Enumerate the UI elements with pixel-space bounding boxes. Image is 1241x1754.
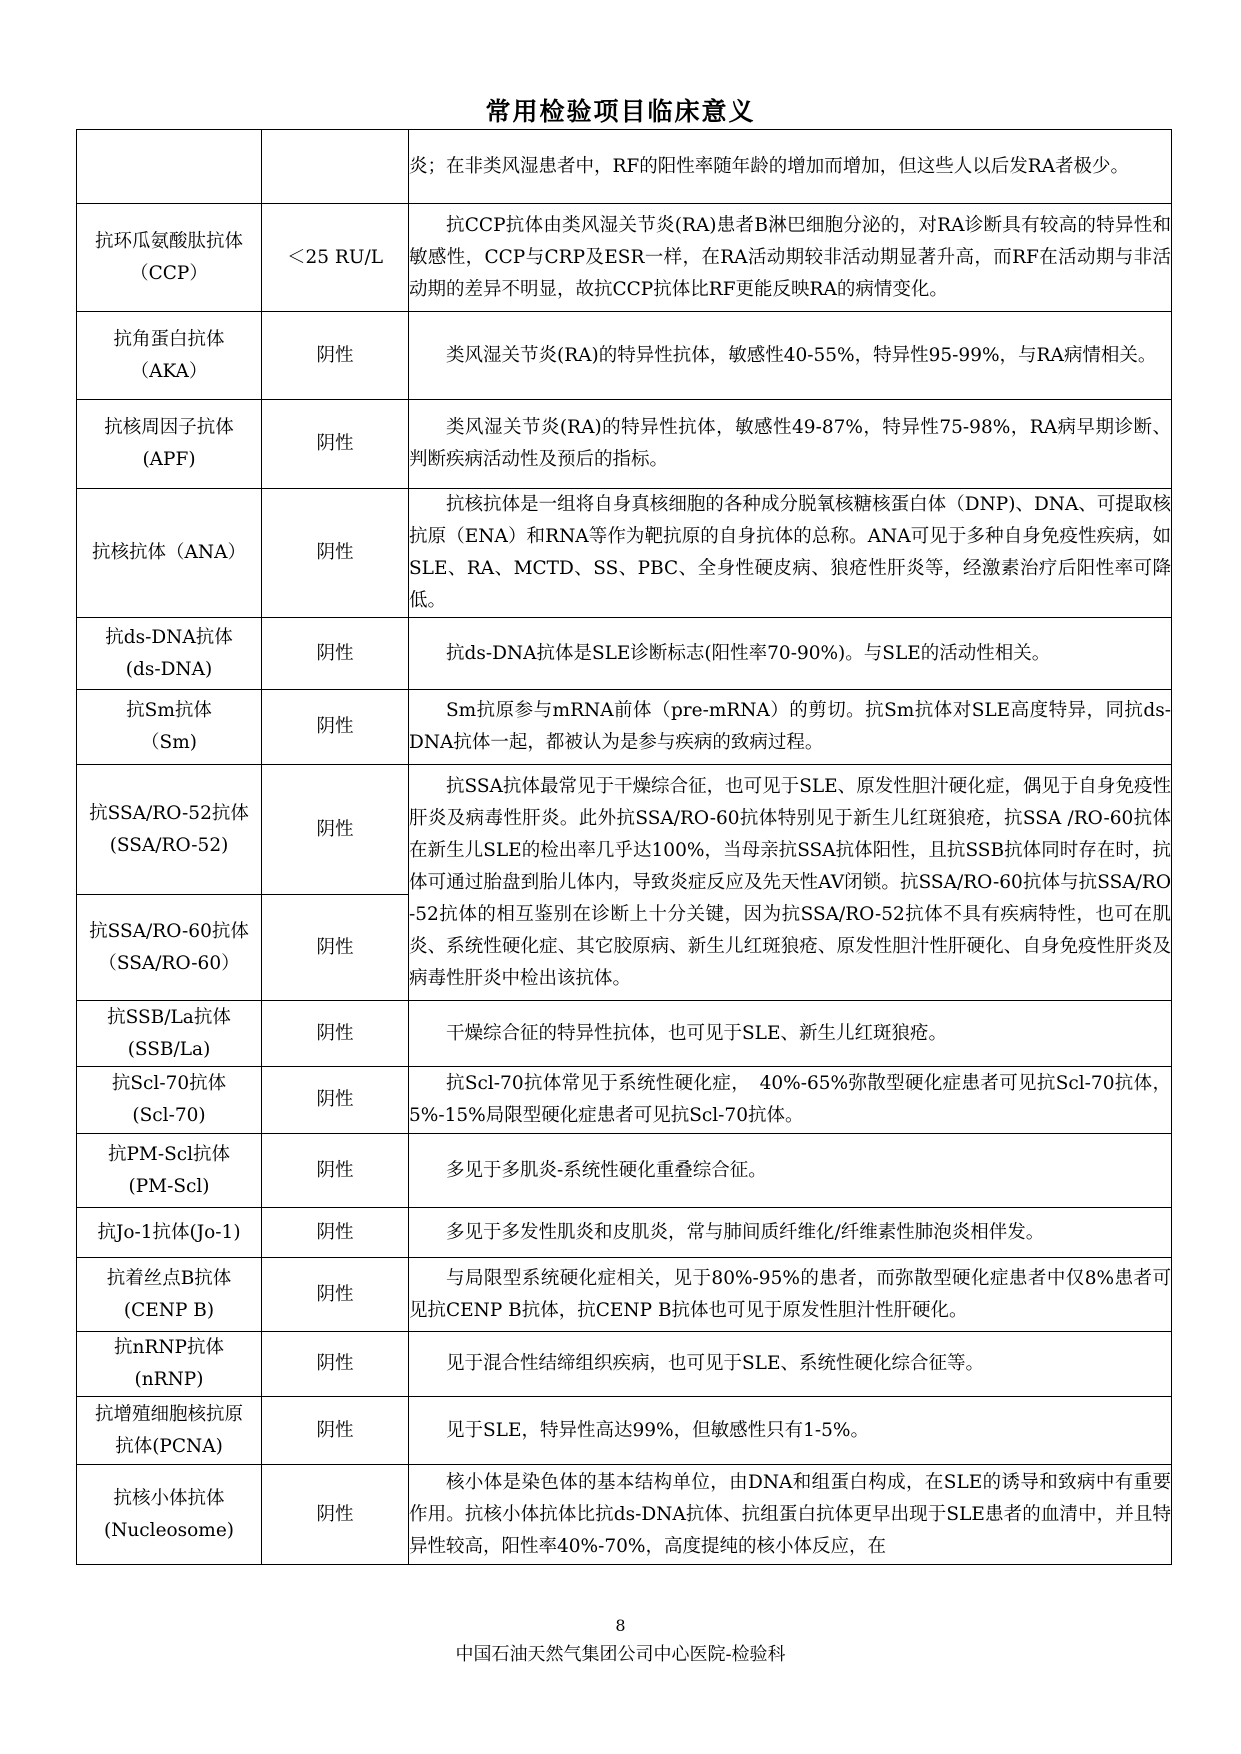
table-row <box>77 1397 1172 1465</box>
test-name-cell <box>77 1067 262 1134</box>
clinical-significance-cell: 多见于多肌炎-系统性硬化重叠综合征。 <box>409 1134 1172 1208</box>
clinical-significance-cell: 抗ds-DNA抗体是SLE诊断标志(阳性率70-90%)。与SLE的活动性相关。 <box>409 618 1172 690</box>
reference-value-cell: 阴性 <box>262 1397 409 1465</box>
test-name-cell <box>77 1258 262 1332</box>
table-row <box>77 1465 1172 1565</box>
test-name-cell <box>77 618 262 690</box>
test-name-cell <box>77 765 262 895</box>
test-name-line: 抗ds-DNA抗体 <box>105 626 233 648</box>
reference-value-cell: 阴性 <box>262 1465 409 1565</box>
reference-value-cell: 阴性 <box>262 400 409 489</box>
reference-value-cell: 阴性 <box>262 1134 409 1208</box>
test-name-line: 抗核小体抗体 <box>113 1487 225 1509</box>
test-name-line: 抗体(PCNA) <box>115 1435 223 1457</box>
reference-value-cell <box>262 130 409 204</box>
test-name-cell <box>77 489 262 618</box>
table-row <box>77 400 1172 489</box>
test-name-cell <box>77 204 262 312</box>
test-name-line: 抗Sm抗体 <box>126 700 212 721</box>
clinical-significance-table <box>76 129 1172 1565</box>
test-name-cell <box>77 130 262 204</box>
test-name-cell <box>77 1397 262 1465</box>
page-title: 常用检验项目临床意义 <box>485 97 756 126</box>
table-row <box>77 1332 1172 1397</box>
reference-value-cell: 阴性 <box>262 1001 409 1067</box>
test-name-line: (SSA/RO-52) <box>109 834 229 856</box>
clinical-significance-cell: 抗SSA抗体最常见于干燥综合征，也可见于SLE、原发性胆汁硬化症，偶见于自身免疫性肝炎及病毒性肝炎。此外抗SSA/RO-60抗体特别见于新生儿红斑狼疮，抗SSA /RO-60抗体在新生儿SLE的检出率几乎达100%，当母亲抗SSA抗体阳性，且抗SSB抗体同时存在时，抗体可通过胎盘到胎儿体内，导致炎症反应及先天性AV闭锁。抗SSA/RO-60抗体与抗SSA/RO-52抗体的相互鉴别在诊断上十分关键，因为抗SSA/RO-52抗体不具有疾病特性，也可在肌炎、系统性硬化症、其它胶原病、新生儿红斑狼疮、原发性胆汁性肝硬化、自身免疫性肝炎及病毒性肝炎中检出该抗体。 <box>409 765 1172 1001</box>
clinical-significance-cell: 抗CCP抗体由类风湿关节炎(RA)患者B淋巴细胞分泌的，对RA诊断具有较高的特异性和敏感性，CCP与CRP及ESR一样，在RA活动期较非活动期显著升高，而RF在活动期与非活动期的差异不明显，故抗CCP抗体比RF更能反映RA的病情变化。 <box>409 204 1172 312</box>
clinical-significance-cell: 见于混合性结缔组织疾病，也可见于SLE、系统性硬化综合征等。 <box>409 1332 1172 1397</box>
test-name-line: (nRNP) <box>134 1369 204 1390</box>
test-name-line: 抗核周因子抗体 <box>104 417 234 438</box>
test-name-line: （AKA） <box>130 360 208 382</box>
test-name-cell <box>77 1208 262 1258</box>
table-row <box>77 1134 1172 1208</box>
test-name-cell <box>77 1134 262 1208</box>
test-name-line: （SSA/RO-60） <box>98 952 240 974</box>
test-name-cell <box>77 1465 262 1565</box>
test-name-cell <box>77 895 262 1001</box>
test-name-line: 抗SSB/La抗体 <box>107 1006 231 1028</box>
test-name-line: 抗角蛋白抗体 <box>113 328 225 350</box>
table-row <box>77 130 1172 204</box>
test-name-line: 抗SSA/RO-52抗体 <box>89 802 249 824</box>
reference-value-cell: ＜25 RU/L <box>262 204 409 312</box>
clinical-significance-cell: 抗Scl-70抗体常见于系统性硬化症， 40%-65%弥散型硬化症患者可见抗Scl-70抗体，5%-15%局限型硬化症患者可见抗Scl-70抗体。 <box>409 1067 1172 1134</box>
table-row <box>77 204 1172 312</box>
reference-value-cell: 阴性 <box>262 1332 409 1397</box>
reference-value-cell: 阴性 <box>262 489 409 618</box>
test-name-cell <box>77 1001 262 1067</box>
test-name-cell <box>77 690 262 765</box>
clinical-significance-cell: Sm抗原参与mRNA前体（pre-mRNA）的剪切。抗Sm抗体对SLE高度特异，同抗ds-DNA抗体一起，都被认为是参与疾病的致病过程。 <box>409 690 1172 765</box>
table-row <box>77 1208 1172 1258</box>
clinical-significance-cell: 炎；在非类风湿患者中，RF的阳性率随年龄的增加而增加，但这些人以后发RA者极少。 <box>409 130 1172 204</box>
test-name-line: 抗SSA/RO-60抗体 <box>89 920 249 942</box>
reference-value-cell: 阴性 <box>262 1258 409 1332</box>
table-row <box>77 1258 1172 1332</box>
table-row <box>77 765 1172 895</box>
reference-value-cell: 阴性 <box>262 618 409 690</box>
test-name-line: 抗PM-Scl抗体 <box>107 1143 231 1165</box>
test-name-line: （CCP） <box>130 262 208 284</box>
test-name-line: (SSB/La) <box>127 1038 211 1060</box>
test-name-line: (Scl-70) <box>132 1105 206 1126</box>
test-name-line: 抗核抗体（ANA） <box>92 542 246 563</box>
test-name-line: (PM-Scl) <box>128 1175 210 1197</box>
test-name-line: (APF) <box>142 449 196 470</box>
footer-organization: 中国石油天然气集团公司中心医院-检验科 <box>455 1644 786 1665</box>
clinical-significance-cell: 类风湿关节炎(RA)的特异性抗体，敏感性40-55%，特异性95-99%，与RA病情相关。 <box>409 312 1172 400</box>
reference-value-cell: 阴性 <box>262 1208 409 1258</box>
test-name-cell <box>77 312 262 400</box>
clinical-significance-cell: 见于SLE，特异性高达99%，但敏感性只有1-5%。 <box>409 1397 1172 1465</box>
table-row <box>77 1067 1172 1134</box>
test-name-line: (ds-DNA) <box>125 658 213 680</box>
reference-value-cell: 阴性 <box>262 690 409 765</box>
reference-value-cell: 阴性 <box>262 765 409 895</box>
clinical-significance-cell: 类风湿关节炎(RA)的特异性抗体，敏感性49-87%，特异性75-98%，RA病早期诊断、判断疾病活动性及预后的指标。 <box>409 400 1172 489</box>
test-name-line: (CENP B) <box>123 1299 215 1321</box>
reference-value-cell: 阴性 <box>262 312 409 400</box>
test-name-cell <box>77 1332 262 1397</box>
table-row <box>77 312 1172 400</box>
test-name-cell <box>77 400 262 489</box>
table-row <box>77 690 1172 765</box>
test-name-line: 抗Scl-70抗体 <box>111 1073 227 1094</box>
clinical-significance-cell: 抗核抗体是一组将自身真核细胞的各种成分脱氧核糖核蛋白体（DNP)、DNA、可提取核抗原（ENA）和RNA等作为靶抗原的自身抗体的总称。ANA可见于多种自身免疫性疾病，如SLE、RA、MCTD、SS、PBC、全身性硬皮病、狼疮性肝炎等，经激素治疗后阳性率可降低。 <box>409 489 1172 618</box>
test-name-line: 抗环瓜氨酸肽抗体 <box>94 230 243 252</box>
table-row <box>77 1001 1172 1067</box>
reference-value-cell: 阴性 <box>262 1067 409 1134</box>
clinical-significance-cell: 干燥综合征的特异性抗体，也可见于SLE、新生儿红斑狼疮。 <box>409 1001 1172 1067</box>
test-name-line: （Sm) <box>141 732 197 753</box>
test-name-line: (Nucleosome) <box>103 1519 235 1541</box>
clinical-significance-cell: 核小体是染色体的基本结构单位，由DNA和组蛋白构成，在SLE的诱导和致病中有重要作用。抗核小体抗体比抗ds-DNA抗体、抗组蛋白抗体更早出现于SLE患者的血清中，并且特异性较高，阳性率40%-70%，高度提纯的核小体反应，在 <box>409 1465 1172 1565</box>
reference-value-cell: 阴性 <box>262 895 409 1001</box>
test-name-line: 抗nRNP抗体 <box>114 1337 224 1358</box>
test-name-line: 抗着丝点B抗体 <box>106 1267 232 1289</box>
page-number: 8 <box>615 1616 626 1635</box>
table-row <box>77 618 1172 690</box>
table-row <box>77 489 1172 618</box>
clinical-significance-cell: 多见于多发性肌炎和皮肌炎，常与肺间质纤维化/纤维素性肺泡炎相伴发。 <box>409 1208 1172 1258</box>
test-name-line: 抗增殖细胞核抗原 <box>94 1403 243 1425</box>
clinical-significance-cell: 与局限型系统硬化症相关，见于80%-95%的患者，而弥散型硬化症患者中仅8%患者可见抗CENP B抗体，抗CENP B抗体也可见于原发性胆汁性肝硬化。 <box>409 1258 1172 1332</box>
test-name-line: 抗Jo-1抗体(Jo-1) <box>97 1221 241 1243</box>
